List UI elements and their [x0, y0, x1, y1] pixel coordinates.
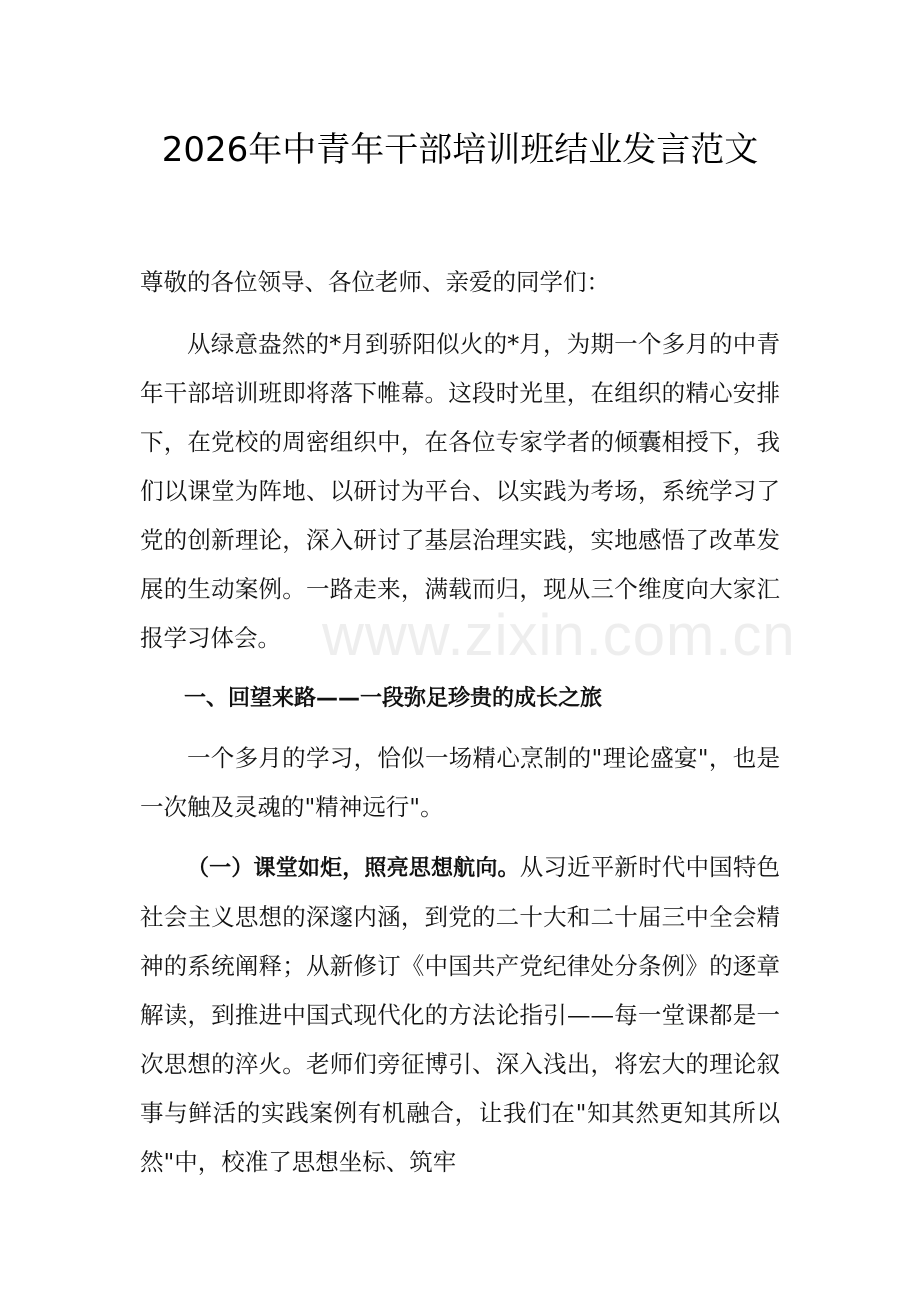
subsection-body: 从习近平新时代中国特色社会主义思想的深邃内涵，到党的二十大和二十届三中全会精神的系统阐释；从新修订《中国共产党纪律处分条例》的逐章解读，到推进中国式现代化的方法论指引——每一堂课都是一次思想的淬火。老师们旁征博引、深入浅出，将宏大的理论叙事与鲜活的实践案例有机融合，让我们在"知其然更知其所以然"中，校准了思想坐标、筑牢 — [140, 853, 780, 1176]
document-title: 2026年中青年干部培训班结业发言范文 — [161, 130, 759, 170]
section-heading: 一、回望来路——一段弥足珍贵的成长之旅 — [184, 686, 603, 711]
salutation: 尊敬的各位领导、各位老师、亲爱的同学们： — [140, 268, 610, 296]
document-body — [140, 258, 780, 1187]
subsection-paragraph — [140, 843, 780, 1187]
intro-paragraph: 从绿意盎然的*月到骄阳似火的*月，为期一个多月的中青年干部培训班即将落下帷幕。这段时光里，在组织的精心安排下，在党校的周密组织中，在各位专家学者的倾囊相授下，我们以课堂为阵地、以研讨为平台、以实践为考场，系统学习了党的创新理论，深入研讨了基层治理实践，实地感悟了改革发展的生动案例。一路走来，满载而归，现从三个维度向大家汇报学习体会。 — [140, 330, 780, 652]
section-intro-paragraph: 一个多月的学习，恰似一场精心烹制的"理论盛宴"，也是一次触及灵魂的"精神远行"。 — [140, 744, 780, 821]
watermark: www.zixin.com.cn — [322, 603, 796, 668]
subsection-lead: （一）课堂如炬，照亮思想航向。 — [187, 856, 520, 881]
